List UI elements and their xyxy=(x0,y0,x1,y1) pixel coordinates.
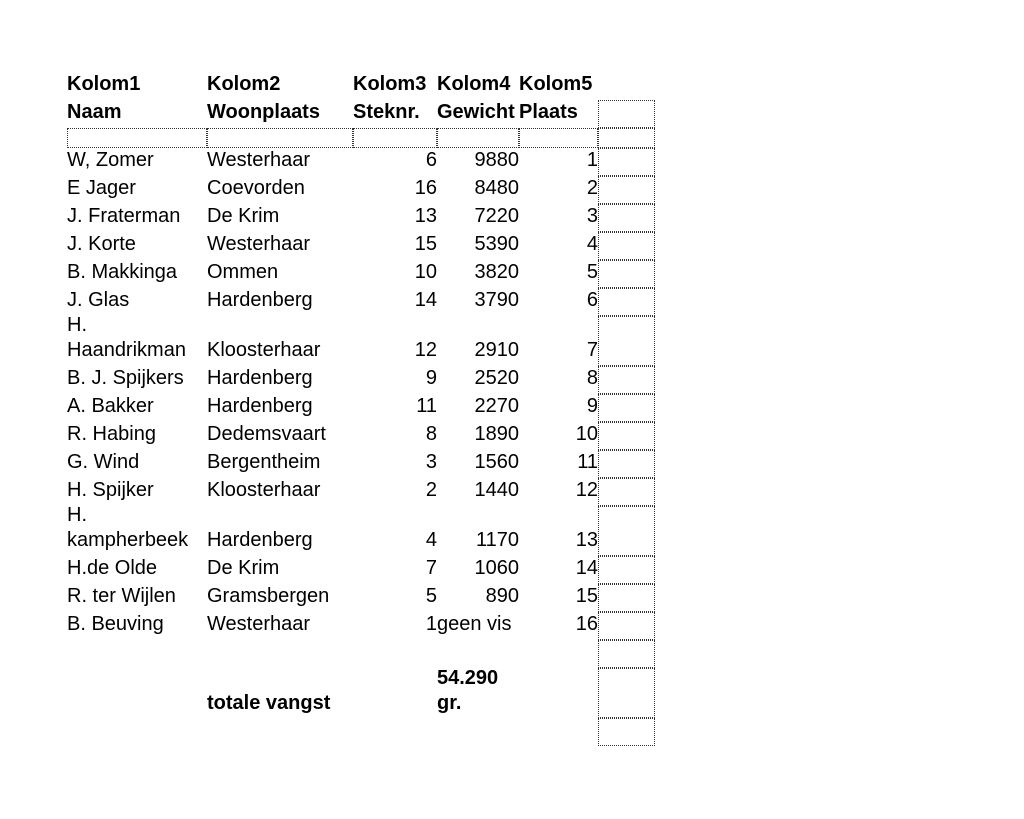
side-cell[interactable] xyxy=(598,450,655,478)
cell-woonplaats: Dedemsvaart xyxy=(207,423,326,445)
side-cell[interactable] xyxy=(598,288,655,316)
side-cell[interactable] xyxy=(598,718,655,746)
cell-woonplaats: Hardenberg xyxy=(207,395,313,417)
cell-steknr: 6 xyxy=(425,149,437,171)
side-cell[interactable] xyxy=(598,612,655,640)
cell-plaats: 1 xyxy=(586,149,598,171)
cell-naam: Haandrikman xyxy=(67,339,186,361)
cell-woonplaats: De Krim xyxy=(207,557,280,579)
cell-plaats: 15 xyxy=(575,585,598,607)
cell-woonplaats: Bergentheim xyxy=(207,451,321,473)
cell-naam: J. Glas xyxy=(67,289,130,311)
cell-plaats: 10 xyxy=(575,423,598,445)
cell-gewicht: 3790 xyxy=(474,289,519,311)
side-cell[interactable] xyxy=(598,128,655,148)
total-label: totale vangst xyxy=(207,692,331,714)
total-value: 54.290 xyxy=(437,667,499,689)
cell-woonplaats: Hardenberg xyxy=(207,367,313,389)
filter-cell-woonplaats[interactable] xyxy=(207,128,353,148)
cell-woonplaats: Westerhaar xyxy=(207,613,311,635)
cell-plaats: 9 xyxy=(586,395,598,417)
cell-gewicht: 1170 xyxy=(475,529,519,551)
cell-woonplaats: Ommen xyxy=(207,261,279,283)
cell-plaats: 7 xyxy=(586,339,598,361)
cell-woonplaats: Hardenberg xyxy=(207,289,313,311)
filter-cell-gewicht[interactable] xyxy=(437,128,519,148)
cell-gewicht: 1890 xyxy=(474,423,519,445)
cell-woonplaats: Coevorden xyxy=(207,177,305,199)
cell-naam: E Jager xyxy=(67,177,136,199)
cell-naam-line1: H. xyxy=(67,504,87,526)
side-cell[interactable] xyxy=(598,316,655,366)
cell-naam: W, Zomer xyxy=(67,149,154,171)
side-cell[interactable] xyxy=(598,176,655,204)
cell-naam: B. J. Spijkers xyxy=(67,367,184,389)
cell-woonplaats: Kloosterhaar xyxy=(207,339,321,361)
cell-gewicht: 2270 xyxy=(474,395,519,417)
cell-gewicht: 2910 xyxy=(474,339,519,361)
cell-steknr: 11 xyxy=(416,395,437,417)
cell-steknr: 15 xyxy=(414,233,437,255)
cell-gewicht: 1440 xyxy=(474,479,519,501)
cell-naam: H. Spijker xyxy=(67,479,154,501)
cell-naam: G. Wind xyxy=(67,451,140,473)
cell-plaats: 11 xyxy=(577,451,598,473)
side-cell[interactable] xyxy=(598,506,655,556)
cell-steknr: 13 xyxy=(414,205,437,227)
cell-steknr: 14 xyxy=(414,289,437,311)
cell-steknr: 10 xyxy=(414,261,437,283)
cell-plaats: 13 xyxy=(575,529,598,551)
cell-gewicht: 2520 xyxy=(474,367,519,389)
header-woonplaats: Woonplaats xyxy=(207,101,320,123)
cell-woonplaats: Hardenberg xyxy=(207,529,313,551)
side-cell[interactable] xyxy=(598,584,655,612)
cell-woonplaats: Kloosterhaar xyxy=(207,479,321,501)
side-cell[interactable] xyxy=(598,204,655,232)
side-cell[interactable] xyxy=(598,668,655,718)
cell-steknr: 2 xyxy=(425,479,437,501)
cell-gewicht: geen vis xyxy=(437,613,512,635)
header-kolom3: Kolom3 xyxy=(353,73,427,95)
cell-gewicht: 1560 xyxy=(474,451,519,473)
cell-naam: B. Beuving xyxy=(67,613,164,635)
cell-steknr: 3 xyxy=(425,451,437,473)
header-kolom1: Kolom1 xyxy=(67,73,141,95)
cell-plaats: 4 xyxy=(586,233,598,255)
cell-naam: kampherbeek xyxy=(67,529,189,551)
cell-woonplaats: Westerhaar xyxy=(207,149,311,171)
side-cell[interactable] xyxy=(598,556,655,584)
cell-gewicht: 890 xyxy=(485,585,519,607)
cell-naam: H.de Olde xyxy=(67,557,158,579)
cell-gewicht: 3820 xyxy=(474,261,519,283)
cell-woonplaats: Westerhaar xyxy=(207,233,311,255)
side-cell[interactable] xyxy=(598,394,655,422)
side-cell[interactable] xyxy=(598,100,655,128)
cell-gewicht: 9880 xyxy=(474,149,519,171)
cell-woonplaats: De Krim xyxy=(207,205,280,227)
header-steknr: Steknr. xyxy=(353,101,420,123)
cell-naam: R. Habing xyxy=(67,423,156,445)
cell-naam-line1: H. xyxy=(67,314,87,336)
cell-steknr: 1 xyxy=(425,613,437,635)
cell-steknr: 16 xyxy=(414,177,437,199)
cell-gewicht: 7220 xyxy=(474,205,519,227)
cell-plaats: 14 xyxy=(575,557,598,579)
cell-plaats: 6 xyxy=(586,289,598,311)
header-gewicht: Gewicht xyxy=(437,101,515,123)
cell-naam: R. ter Wijlen xyxy=(67,585,176,607)
side-cell[interactable] xyxy=(598,260,655,288)
side-cell[interactable] xyxy=(598,366,655,394)
cell-steknr: 9 xyxy=(425,367,437,389)
side-cell[interactable] xyxy=(598,422,655,450)
cell-gewicht: 8480 xyxy=(474,177,519,199)
cell-naam: J. Fraterman xyxy=(67,205,181,227)
cell-naam: B. Makkinga xyxy=(67,261,178,283)
cell-gewicht: 1060 xyxy=(474,557,519,579)
cell-plaats: 3 xyxy=(586,205,598,227)
cell-plaats: 2 xyxy=(586,177,598,199)
cell-steknr: 12 xyxy=(414,339,437,361)
cell-naam: A. Bakker xyxy=(67,395,154,417)
side-cell[interactable] xyxy=(598,478,655,506)
header-kolom2: Kolom2 xyxy=(207,73,281,95)
cell-steknr: 8 xyxy=(425,423,437,445)
filter-cell-naam[interactable] xyxy=(67,128,207,148)
cell-naam: J. Korte xyxy=(67,233,136,255)
cell-gewicht: 5390 xyxy=(474,233,519,255)
cell-plaats: 12 xyxy=(575,479,598,501)
total-unit: gr. xyxy=(437,692,462,714)
filter-cell-steknr[interactable] xyxy=(353,128,437,148)
filter-cell-plaats[interactable] xyxy=(519,128,598,148)
header-naam: Naam xyxy=(67,101,122,123)
cell-steknr: 7 xyxy=(425,557,437,579)
cell-woonplaats: Gramsbergen xyxy=(207,585,330,607)
header-plaats: Plaats xyxy=(519,101,578,123)
cell-steknr: 5 xyxy=(425,585,437,607)
cell-steknr: 4 xyxy=(425,529,437,551)
side-cell[interactable] xyxy=(598,232,655,260)
cell-plaats: 16 xyxy=(575,613,598,635)
side-cell[interactable] xyxy=(598,148,655,176)
header-kolom5: Kolom5 xyxy=(519,73,593,95)
header-kolom4: Kolom4 xyxy=(437,73,511,95)
side-cell[interactable] xyxy=(598,640,655,668)
cell-plaats: 8 xyxy=(586,367,598,389)
cell-plaats: 5 xyxy=(586,261,598,283)
